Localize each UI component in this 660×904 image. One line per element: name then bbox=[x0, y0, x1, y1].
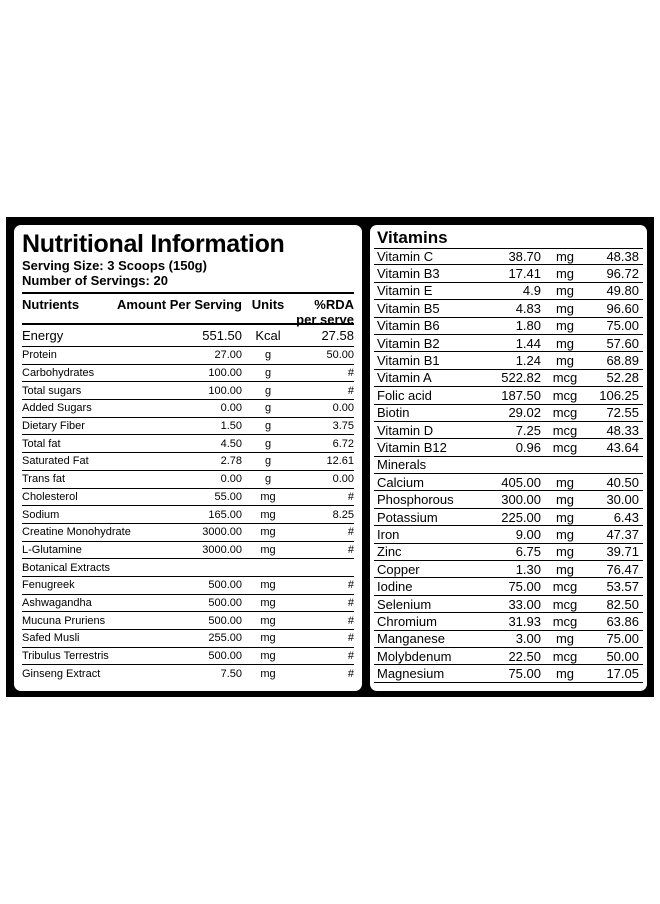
amount-value: 1.24 bbox=[515, 353, 541, 369]
nutrient-name: Tribulus Terrestris bbox=[22, 650, 109, 663]
nutrient-name: Sodium bbox=[22, 508, 60, 521]
table-row bbox=[22, 577, 354, 595]
rda-value: 17.05 bbox=[606, 666, 639, 682]
amount-value: 31.93 bbox=[508, 613, 541, 629]
vitamins-title: Vitamins bbox=[377, 228, 448, 247]
unit-value: mg bbox=[555, 335, 575, 351]
unit-value: mg bbox=[260, 490, 276, 503]
vitamins-table-body bbox=[374, 248, 643, 683]
unit-value: mg bbox=[555, 631, 575, 647]
nutrient-name: Potassium bbox=[377, 509, 438, 525]
unit-value: g bbox=[264, 384, 272, 397]
unit-value: g bbox=[264, 420, 272, 433]
nutrient-name: Added Sugars bbox=[22, 402, 92, 415]
amount-value: 1.30 bbox=[515, 561, 541, 577]
rda-value: 82.50 bbox=[606, 596, 639, 612]
unit-value: mg bbox=[555, 474, 575, 490]
table-row bbox=[374, 526, 643, 543]
amount-value: 165.00 bbox=[208, 508, 242, 521]
amount-value: 55.00 bbox=[214, 490, 242, 503]
unit-value: mg bbox=[260, 614, 276, 627]
nutrient-name: Vitamin A bbox=[377, 370, 432, 386]
nutrient-name: Iron bbox=[377, 526, 400, 542]
amount-value: 2.78 bbox=[220, 455, 242, 468]
table-row bbox=[22, 471, 354, 489]
header-units: Units bbox=[251, 297, 285, 312]
rda-value: 43.64 bbox=[606, 439, 639, 455]
amount-value: 500.00 bbox=[208, 596, 242, 609]
table-row bbox=[22, 365, 354, 383]
unit-value: g bbox=[264, 437, 272, 450]
table-row bbox=[22, 665, 354, 683]
amount-value: 500.00 bbox=[208, 650, 242, 663]
amount-value: 4.9 bbox=[522, 283, 541, 299]
unit-value: mcg bbox=[552, 422, 578, 438]
table-row bbox=[374, 335, 643, 352]
nutrient-name: Phosphorous bbox=[377, 492, 454, 508]
table-row bbox=[374, 248, 643, 265]
table-row bbox=[374, 283, 643, 300]
nutrient-name: Biotin bbox=[377, 405, 410, 421]
nutrient-name: Vitamin B1 bbox=[377, 353, 440, 369]
amount-value: 27.00 bbox=[214, 349, 242, 362]
unit-value: mg bbox=[260, 650, 276, 663]
amount-value: 22.50 bbox=[508, 648, 541, 664]
table-row bbox=[22, 595, 354, 613]
nutrition-label-board bbox=[6, 217, 654, 697]
amount-value: 551.50 bbox=[202, 328, 242, 343]
table-row bbox=[374, 665, 643, 682]
table-row bbox=[22, 506, 354, 524]
unit-value: mg bbox=[555, 318, 575, 334]
unit-value: g bbox=[264, 349, 272, 362]
rda-value: # bbox=[347, 384, 354, 397]
unit-value: g bbox=[264, 473, 272, 486]
rda-value: 0.00 bbox=[332, 402, 354, 415]
amount-value: 522.82 bbox=[501, 370, 541, 386]
unit-value: mg bbox=[555, 526, 575, 542]
unit-value: mg bbox=[555, 544, 575, 560]
amount-value: 225.00 bbox=[501, 509, 541, 525]
table-row bbox=[374, 352, 643, 369]
rda-value: # bbox=[347, 650, 354, 663]
nutrient-name: Trans fat bbox=[22, 473, 65, 486]
table-row bbox=[374, 265, 643, 282]
rda-value: 52.28 bbox=[606, 370, 639, 386]
header-rda: %RDA per serve bbox=[296, 297, 354, 327]
rda-value: 96.60 bbox=[606, 300, 639, 316]
nutrient-name: Total sugars bbox=[22, 384, 82, 397]
rda-value: 75.00 bbox=[606, 318, 639, 334]
table-row bbox=[374, 300, 643, 317]
rda-value: 0.00 bbox=[332, 473, 354, 486]
unit-value: mg bbox=[555, 353, 575, 369]
rda-value: 106.25 bbox=[599, 387, 639, 403]
nutrient-name: Energy bbox=[22, 328, 64, 343]
nutrient-name: Mucuna Pruriens bbox=[22, 614, 106, 627]
nutrient-name: Vitamin E bbox=[377, 283, 433, 299]
rda-value: # bbox=[347, 596, 354, 609]
table-row bbox=[22, 400, 354, 418]
rda-value: 96.72 bbox=[606, 266, 639, 282]
unit-value: mg bbox=[260, 579, 276, 592]
unit-value: mg bbox=[260, 668, 276, 681]
header-amount: Amount Per Serving bbox=[117, 297, 242, 312]
unit-value: mg bbox=[260, 543, 276, 556]
table-row bbox=[22, 612, 354, 630]
amount-value: 3.00 bbox=[515, 631, 541, 647]
amount-value: 187.50 bbox=[501, 387, 541, 403]
amount-value: 500.00 bbox=[208, 579, 242, 592]
nutrient-name: Vitamin B5 bbox=[377, 300, 440, 316]
unit-value: Kcal bbox=[255, 328, 281, 343]
rda-value: 47.37 bbox=[606, 526, 639, 542]
amount-value: 100.00 bbox=[208, 367, 242, 380]
table-row bbox=[22, 418, 354, 436]
rda-value: 6.72 bbox=[332, 437, 354, 450]
unit-value: mcg bbox=[552, 579, 578, 595]
table-row bbox=[374, 648, 643, 665]
table-row bbox=[22, 559, 354, 577]
table-row bbox=[22, 382, 354, 400]
nutrient-name: Carbohydrates bbox=[22, 367, 95, 380]
unit-value: g bbox=[264, 367, 272, 380]
table-row bbox=[374, 509, 643, 526]
table-row bbox=[22, 325, 354, 347]
amount-value: 3000.00 bbox=[202, 543, 242, 556]
table-row bbox=[374, 544, 643, 561]
amount-value: 75.00 bbox=[508, 579, 541, 595]
table-row bbox=[374, 631, 643, 648]
rda-value: 39.71 bbox=[606, 544, 639, 560]
nutrient-name: Copper bbox=[377, 561, 420, 577]
rda-value: 8.25 bbox=[332, 508, 354, 521]
nutrient-name: Botanical Extracts bbox=[22, 561, 111, 574]
table-row bbox=[374, 422, 643, 439]
table-row bbox=[374, 439, 643, 456]
nutrition-panel bbox=[14, 225, 362, 691]
amount-value: 9.00 bbox=[515, 526, 541, 542]
amount-value: 1.80 bbox=[515, 318, 541, 334]
unit-value: mcg bbox=[552, 596, 578, 612]
unit-value: mg bbox=[260, 526, 276, 539]
rda-value: 76.47 bbox=[606, 561, 639, 577]
amount-value: 0.00 bbox=[220, 402, 242, 415]
unit-value: mg bbox=[555, 249, 575, 265]
table-row bbox=[374, 613, 643, 630]
unit-value: mg bbox=[555, 561, 575, 577]
rda-value: 50.00 bbox=[606, 648, 639, 664]
nutrient-name: Dietary Fiber bbox=[22, 420, 85, 433]
table-row bbox=[374, 457, 643, 474]
rda-value: 50.00 bbox=[326, 349, 354, 362]
amount-value: 75.00 bbox=[508, 666, 541, 682]
nutrient-name: Molybdenum bbox=[377, 648, 452, 664]
unit-value: mg bbox=[555, 283, 575, 299]
amount-value: 33.00 bbox=[508, 596, 541, 612]
amount-value: 500.00 bbox=[208, 614, 242, 627]
table-row bbox=[22, 435, 354, 453]
nutrient-name: Minerals bbox=[377, 457, 427, 473]
table-row bbox=[22, 347, 354, 365]
nutrient-name: Fenugreek bbox=[22, 579, 75, 592]
nutrient-name: Protein bbox=[22, 349, 57, 362]
rda-value: 30.00 bbox=[606, 492, 639, 508]
nutrient-name: Vitamin B2 bbox=[377, 335, 440, 351]
nutrient-name: Folic acid bbox=[377, 387, 432, 403]
nutrition-title: Nutritional Information bbox=[22, 230, 285, 258]
table-row bbox=[374, 491, 643, 508]
rda-value: 40.50 bbox=[606, 474, 639, 490]
rda-value: 6.43 bbox=[613, 509, 639, 525]
nutrient-name: Chromium bbox=[377, 613, 437, 629]
nutrient-name: Ginseng Extract bbox=[22, 668, 101, 681]
nutrient-name: Total fat bbox=[22, 437, 61, 450]
unit-value: mg bbox=[260, 596, 276, 609]
amount-value: 0.00 bbox=[220, 473, 242, 486]
amount-value: 4.83 bbox=[515, 300, 541, 316]
rda-value: 48.33 bbox=[606, 422, 639, 438]
table-row bbox=[22, 489, 354, 507]
rda-value: 57.60 bbox=[606, 335, 639, 351]
unit-value: mcg bbox=[552, 613, 578, 629]
table-row bbox=[22, 453, 354, 471]
unit-value: mg bbox=[555, 300, 575, 316]
amount-value: 4.50 bbox=[220, 437, 242, 450]
rda-value: 12.61 bbox=[326, 455, 354, 468]
rda-value: 72.55 bbox=[606, 405, 639, 421]
amount-value: 1.44 bbox=[515, 335, 541, 351]
amount-value: 7.50 bbox=[220, 668, 242, 681]
unit-value: mg bbox=[260, 632, 276, 645]
rda-value: # bbox=[347, 490, 354, 503]
unit-value: mg bbox=[555, 266, 575, 282]
table-row bbox=[374, 370, 643, 387]
nutrient-name: Vitamin B6 bbox=[377, 318, 440, 334]
rda-value: # bbox=[347, 543, 354, 556]
amount-value: 17.41 bbox=[508, 266, 541, 282]
table-row bbox=[22, 630, 354, 648]
nutrient-name: Iodine bbox=[377, 579, 413, 595]
rda-value: # bbox=[347, 632, 354, 645]
rda-value: 75.00 bbox=[606, 631, 639, 647]
amount-value: 3000.00 bbox=[202, 526, 242, 539]
amount-value: 300.00 bbox=[501, 492, 541, 508]
amount-value: 0.96 bbox=[515, 439, 541, 455]
nutrient-name: Manganese bbox=[377, 631, 445, 647]
nutrient-name: Safed Musli bbox=[22, 632, 80, 645]
table-row bbox=[22, 524, 354, 542]
rda-value: # bbox=[347, 579, 354, 592]
table-row bbox=[374, 474, 643, 491]
table-row bbox=[374, 405, 643, 422]
serving-size: Serving Size: 3 Scoops (150g) bbox=[22, 258, 207, 273]
nutrient-name: Creatine Monohydrate bbox=[22, 526, 131, 539]
table-row bbox=[374, 578, 643, 595]
nutrition-table-body bbox=[22, 325, 354, 683]
rda-value: 48.38 bbox=[606, 249, 639, 265]
nutrient-name: Vitamin B12 bbox=[377, 439, 447, 455]
unit-value: g bbox=[264, 402, 272, 415]
nutrient-name: L-Glutamine bbox=[22, 543, 82, 556]
nutrient-name: Selenium bbox=[377, 596, 432, 612]
unit-value: mcg bbox=[552, 648, 578, 664]
unit-value: mg bbox=[555, 666, 575, 682]
header-nutrients: Nutrients bbox=[22, 297, 80, 312]
nutrient-name: Calcium bbox=[377, 474, 424, 490]
rda-value: 3.75 bbox=[332, 420, 354, 433]
nutrient-name: Vitamin B3 bbox=[377, 266, 440, 282]
rda-value: 49.80 bbox=[606, 283, 639, 299]
table-row bbox=[374, 387, 643, 404]
table-row bbox=[22, 648, 354, 666]
unit-value: mcg bbox=[552, 439, 578, 455]
rda-value: # bbox=[347, 526, 354, 539]
rda-value: 27.58 bbox=[321, 328, 354, 343]
servings-count: Number of Servings: 20 bbox=[22, 273, 168, 288]
nutrient-name: Zinc bbox=[377, 544, 402, 560]
table-row bbox=[374, 318, 643, 335]
vitamins-panel bbox=[370, 225, 647, 691]
rda-value: # bbox=[347, 367, 354, 380]
amount-value: 255.00 bbox=[208, 632, 242, 645]
table-row bbox=[374, 596, 643, 613]
amount-value: 100.00 bbox=[208, 384, 242, 397]
nutrient-name: Magnesium bbox=[377, 666, 445, 682]
nutrition-table-header bbox=[22, 294, 354, 325]
unit-value: mg bbox=[555, 492, 575, 508]
table-row bbox=[374, 561, 643, 578]
amount-value: 7.25 bbox=[515, 422, 541, 438]
rda-value: 53.57 bbox=[606, 579, 639, 595]
unit-value: mg bbox=[260, 508, 276, 521]
nutrient-name: Vitamin C bbox=[377, 249, 434, 265]
amount-value: 38.70 bbox=[508, 249, 541, 265]
rda-value: # bbox=[347, 668, 354, 681]
table-row bbox=[22, 542, 354, 560]
nutrient-name: Ashwagandha bbox=[22, 596, 92, 609]
nutrient-name: Saturated Fat bbox=[22, 455, 89, 468]
nutrient-name: Cholesterol bbox=[22, 490, 78, 503]
amount-value: 6.75 bbox=[515, 544, 541, 560]
amount-value: 1.50 bbox=[220, 420, 242, 433]
nutrient-name: Vitamin D bbox=[377, 422, 434, 438]
unit-value: mg bbox=[555, 509, 575, 525]
rda-value: 68.89 bbox=[606, 353, 639, 369]
amount-value: 29.02 bbox=[508, 405, 541, 421]
unit-value: mcg bbox=[552, 370, 578, 386]
amount-value: 405.00 bbox=[501, 474, 541, 490]
rda-value: 63.86 bbox=[606, 613, 639, 629]
unit-value: g bbox=[264, 455, 272, 468]
rda-value: # bbox=[347, 614, 354, 627]
unit-value: mcg bbox=[552, 405, 578, 421]
unit-value: mcg bbox=[552, 387, 578, 403]
